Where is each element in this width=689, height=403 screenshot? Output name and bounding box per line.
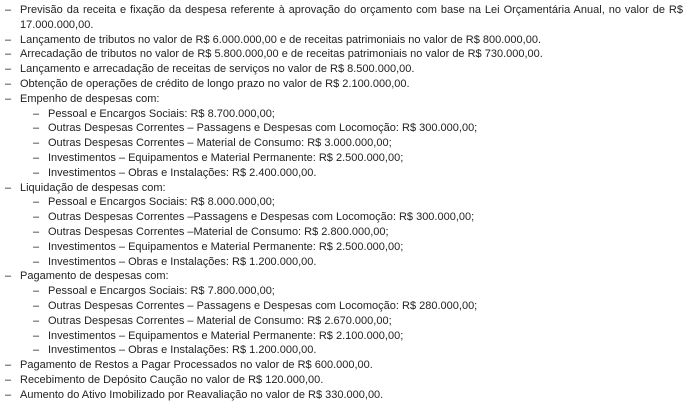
list-item	[0, 92, 683, 107]
dash-bullet: –	[33, 151, 40, 164]
dash-bullet: –	[33, 299, 40, 312]
dash-bullet: –	[33, 211, 40, 224]
dash-bullet: –	[5, 359, 12, 372]
dash-bullet: –	[33, 225, 40, 238]
dash-bullet: –	[5, 77, 12, 90]
dash-bullet: –	[33, 166, 40, 179]
dash-bullet: –	[5, 48, 12, 61]
list-item-text: Investimentos – Obras e Instalações: R$ 1.200.000,00.	[48, 344, 317, 357]
list-item	[0, 373, 683, 388]
list-item	[0, 181, 683, 196]
dash-bullet: –	[5, 373, 12, 386]
list-item	[0, 358, 683, 373]
list-item-text: Pessoal e Encargos Sociais: R$ 8.000.000,00;	[48, 196, 275, 209]
list-item	[0, 388, 683, 403]
dash-bullet: –	[33, 344, 40, 357]
dash-bullet: –	[5, 92, 12, 105]
list-item	[0, 47, 683, 62]
dash-bullet: –	[5, 270, 12, 283]
list-item	[0, 151, 683, 166]
list-item-text: Outras Despesas Correntes – Material de Consumo: R$ 3.000.000,00;	[48, 137, 392, 150]
list-item-text: Pessoal e Encargos Sociais: R$ 8.700.000,00;	[48, 107, 275, 120]
list-item	[0, 314, 683, 329]
dash-bullet: –	[5, 4, 12, 16]
list-item-text: Obtenção de operações de crédito de longo prazo no valor de R$ 2.100.000,00.	[20, 77, 410, 90]
list-item	[0, 166, 683, 181]
list-item-text: Recebimento de Depósito Caução no valor de R$ 120.000,00.	[20, 373, 324, 386]
list-item-text: Outras Despesas Correntes –Material de Consumo: R$ 2.800.000,00;	[48, 225, 389, 238]
list-item-text: Outras Despesas Correntes – Passagens e Despesas com Locomoção: R$ 300.000,00;	[48, 122, 478, 135]
list-item	[0, 225, 683, 240]
list-item	[0, 240, 683, 255]
list-item-text: Investimentos – Obras e Instalações: R$ 1.200.000,00.	[48, 255, 317, 268]
list-item	[0, 107, 683, 122]
dash-bullet: –	[33, 255, 40, 268]
list-item	[0, 195, 683, 210]
list-item	[0, 77, 683, 92]
dash-bullet: –	[33, 137, 40, 150]
list-item-text: Outras Despesas Correntes – Passagens e Despesas com Locomoção: R$ 280.000,00;	[48, 299, 478, 312]
list-item	[0, 3, 683, 33]
dash-bullet: –	[33, 285, 40, 298]
list-item	[0, 343, 683, 358]
list-item-text: Investimentos – Equipamentos e Material Permanente: R$ 2.500.000,00;	[48, 240, 404, 253]
dash-bullet: –	[33, 314, 40, 327]
list-item-text: Pagamento de despesas com:	[20, 270, 169, 283]
list-item-text: Investimentos – Equipamentos e Material Permanente: R$ 2.500.000,00;	[48, 151, 404, 164]
list-item	[0, 210, 683, 225]
dash-bullet: –	[33, 240, 40, 253]
bulleted-list	[0, 3, 683, 403]
list-item	[0, 33, 683, 48]
dash-bullet: –	[33, 196, 40, 209]
list-item	[0, 299, 683, 314]
list-item	[0, 62, 683, 77]
list-item-text: Investimentos – Obras e Instalações: R$ 2.400.000,00.	[48, 166, 317, 179]
list-item-text: Investimentos – Equipamentos e Material Permanente: R$ 2.100.000,00;	[48, 329, 404, 342]
list-item-text: Pessoal e Encargos Sociais: R$ 7.800.000,00;	[48, 285, 275, 298]
dash-bullet: –	[33, 122, 40, 135]
list-item-text: Previsão da receita e fixação da despesa referente à aprovação do orçamento com base na Lei Orçamentária Anual, no valor de R$ 17.000.000,00.	[20, 4, 683, 31]
dash-bullet: –	[5, 33, 12, 46]
list-item	[0, 121, 683, 136]
list-item-text: Pagamento de Restos a Pagar Processados no valor de R$ 600.000,00.	[20, 359, 373, 372]
list-item-text: Arrecadação de tributos no valor de R$ 5.800.000,00 e de receitas patrimoniais no valor de R$ 730.000,00.	[20, 48, 543, 61]
list-item-text: Lançamento e arrecadação de receitas de serviços no valor de R$ 8.500.000,00.	[20, 63, 415, 76]
dash-bullet: –	[5, 181, 12, 194]
list-item-text: Outras Despesas Correntes –Passagens e Despesas com Locomoção: R$ 300.000,00;	[48, 211, 475, 224]
list-item-text: Empenho de despesas com:	[20, 92, 160, 105]
list-item	[0, 329, 683, 344]
list-item-text: Liquidação de despesas com:	[20, 181, 166, 194]
list-item	[0, 136, 683, 151]
dash-bullet: –	[33, 329, 40, 342]
list-item	[0, 269, 683, 284]
dash-bullet: –	[5, 63, 12, 76]
list-item-text: Outras Despesas Correntes – Material de Consumo: R$ 2.670.000,00;	[48, 314, 392, 327]
list-item	[0, 284, 683, 299]
dash-bullet: –	[33, 107, 40, 120]
list-item-text: Lançamento de tributos no valor de R$ 6.000.000,00 e de receitas patrimoniais no valor de R$ 800.000,00.	[20, 33, 542, 46]
dash-bullet: –	[5, 388, 12, 401]
list-item-text: Aumento do Ativo Imobilizado por Reavaliação no valor de R$ 330.000,00.	[20, 388, 384, 401]
list-item	[0, 255, 683, 270]
